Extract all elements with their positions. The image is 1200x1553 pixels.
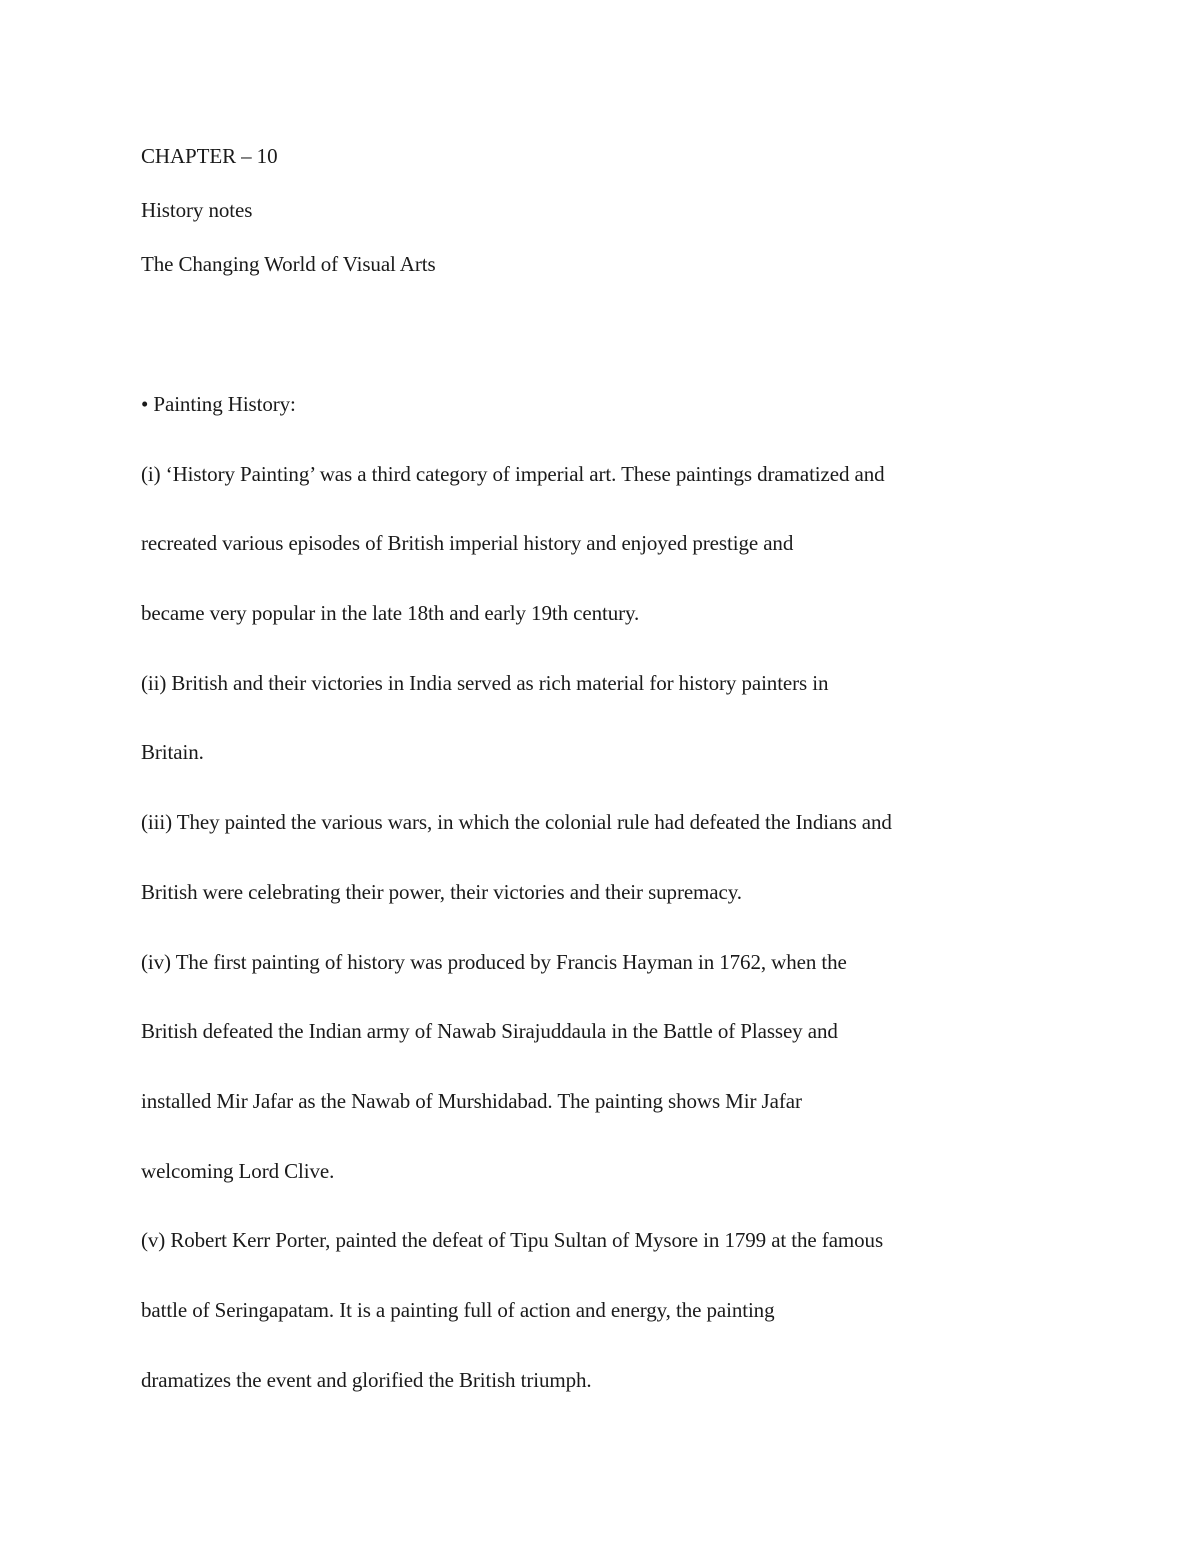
body-line: (v) Robert Kerr Porter, painted the defeat of Tipu Sultan of Mysore in 1799 at the famous [141, 1228, 884, 1252]
body-line: became very popular in the late 18th and early 19th century. [141, 601, 640, 625]
subject-label: History notes [141, 198, 253, 222]
body-line: British defeated the Indian army of Nawab Sirajuddaula in the Battle of Plassey and [141, 1019, 838, 1043]
body-line: installed Mir Jafar as the Nawab of Murshidabad. The painting shows Mir Jafar [141, 1089, 802, 1113]
document-title: The Changing World of Visual Arts [141, 252, 436, 276]
body-line: (i) ‘History Painting’ was a third category of imperial art. These paintings dramatized and [141, 462, 885, 486]
body-line: recreated various episodes of British imperial history and enjoyed prestige and [141, 531, 794, 555]
chapter-label: CHAPTER – 10 [141, 144, 278, 168]
body-line: Britain. [141, 740, 204, 764]
body-line: battle of Seringapatam. It is a painting full of action and energy, the painting [141, 1298, 775, 1322]
body-line: welcoming Lord Clive. [141, 1159, 335, 1183]
body-line: (iv) The first painting of history was produced by Francis Hayman in 1762, when the [141, 950, 847, 974]
body-line: dramatizes the event and glorified the British triumph. [141, 1368, 592, 1392]
body-line: (iii) They painted the various wars, in which the colonial rule had defeated the Indians and [141, 810, 892, 834]
body-line: British were celebrating their power, their victories and their supremacy. [141, 880, 742, 904]
section-heading: • Painting History: [141, 392, 296, 416]
body-line: (ii) British and their victories in India served as rich material for history painters in [141, 671, 829, 695]
